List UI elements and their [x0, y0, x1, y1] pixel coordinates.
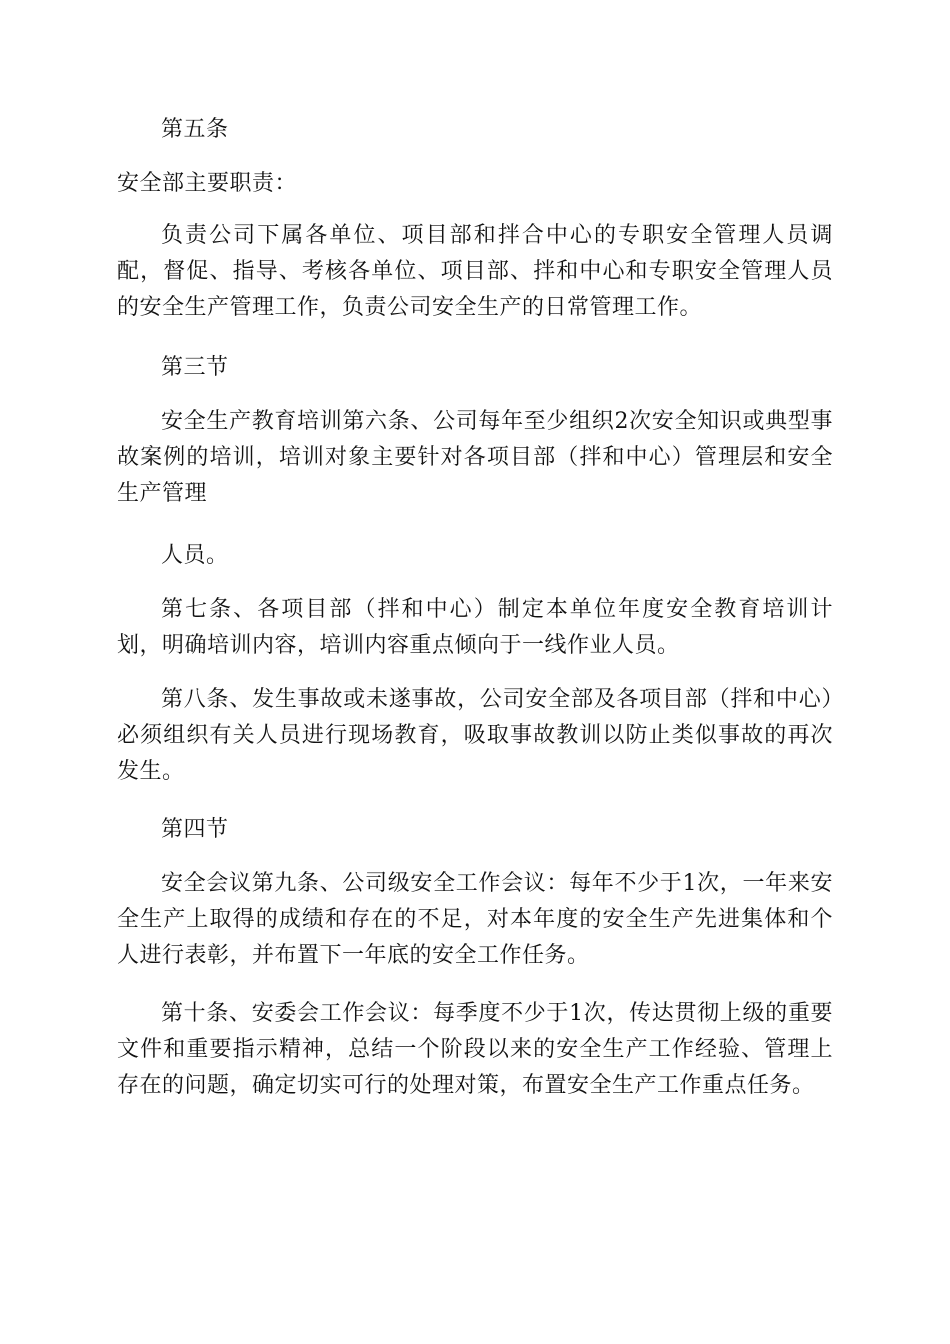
section-3-heading: 第三节	[161, 355, 229, 380]
training-article-6-continuation: 人员。	[161, 543, 229, 568]
article-5-heading: 第五条	[161, 117, 229, 142]
article-9-paragraph: 安全会议第九条、公司级安全工作会议：每年不少于1次，一年来安全生产上取得的成绩和存在的不足，对本年度的安全生产先进集体和个人进行表彰，并布置下一年底的安全工作任务。	[117, 871, 833, 968]
safety-dept-duties-paragraph: 负责公司下属各单位、项目部和拌合中心的专职安全管理人员调配，督促、指导、考核各单位、项目部、拌和中心和专职安全管理人员的安全生产管理工作，负责公司安全生产的日常管理工作。	[117, 223, 833, 320]
article-8-paragraph: 第八条、发生事故或未遂事故，公司安全部及各项目部（拌和中心）必须组织有关人员进行现场教育，吸取事故教训以防止类似事故的再次发生。	[117, 687, 833, 784]
article-10-paragraph: 第十条、安委会工作会议：每季度不少于1次，传达贯彻上级的重要文件和重要指示精神，总结一个阶段以来的安全生产工作经验、管理上存在的问题，确定切实可行的处理对策，布置安全生产工作重点任务。	[117, 1001, 833, 1098]
section-4-heading: 第四节	[161, 817, 229, 842]
article-7-paragraph: 第七条、各项目部（拌和中心）制定本单位年度安全教育培训计划，明确培训内容，培训内容重点倾向于一线作业人员。	[117, 597, 833, 658]
safety-dept-duties-title: 安全部主要职责：	[117, 171, 298, 196]
training-article-6-paragraph: 安全生产教育培训第六条、公司每年至少组织2次安全知识或典型事故案例的培训，培训对象主要针对各项目部（拌和中心）管理层和安全生产管理	[117, 409, 833, 506]
